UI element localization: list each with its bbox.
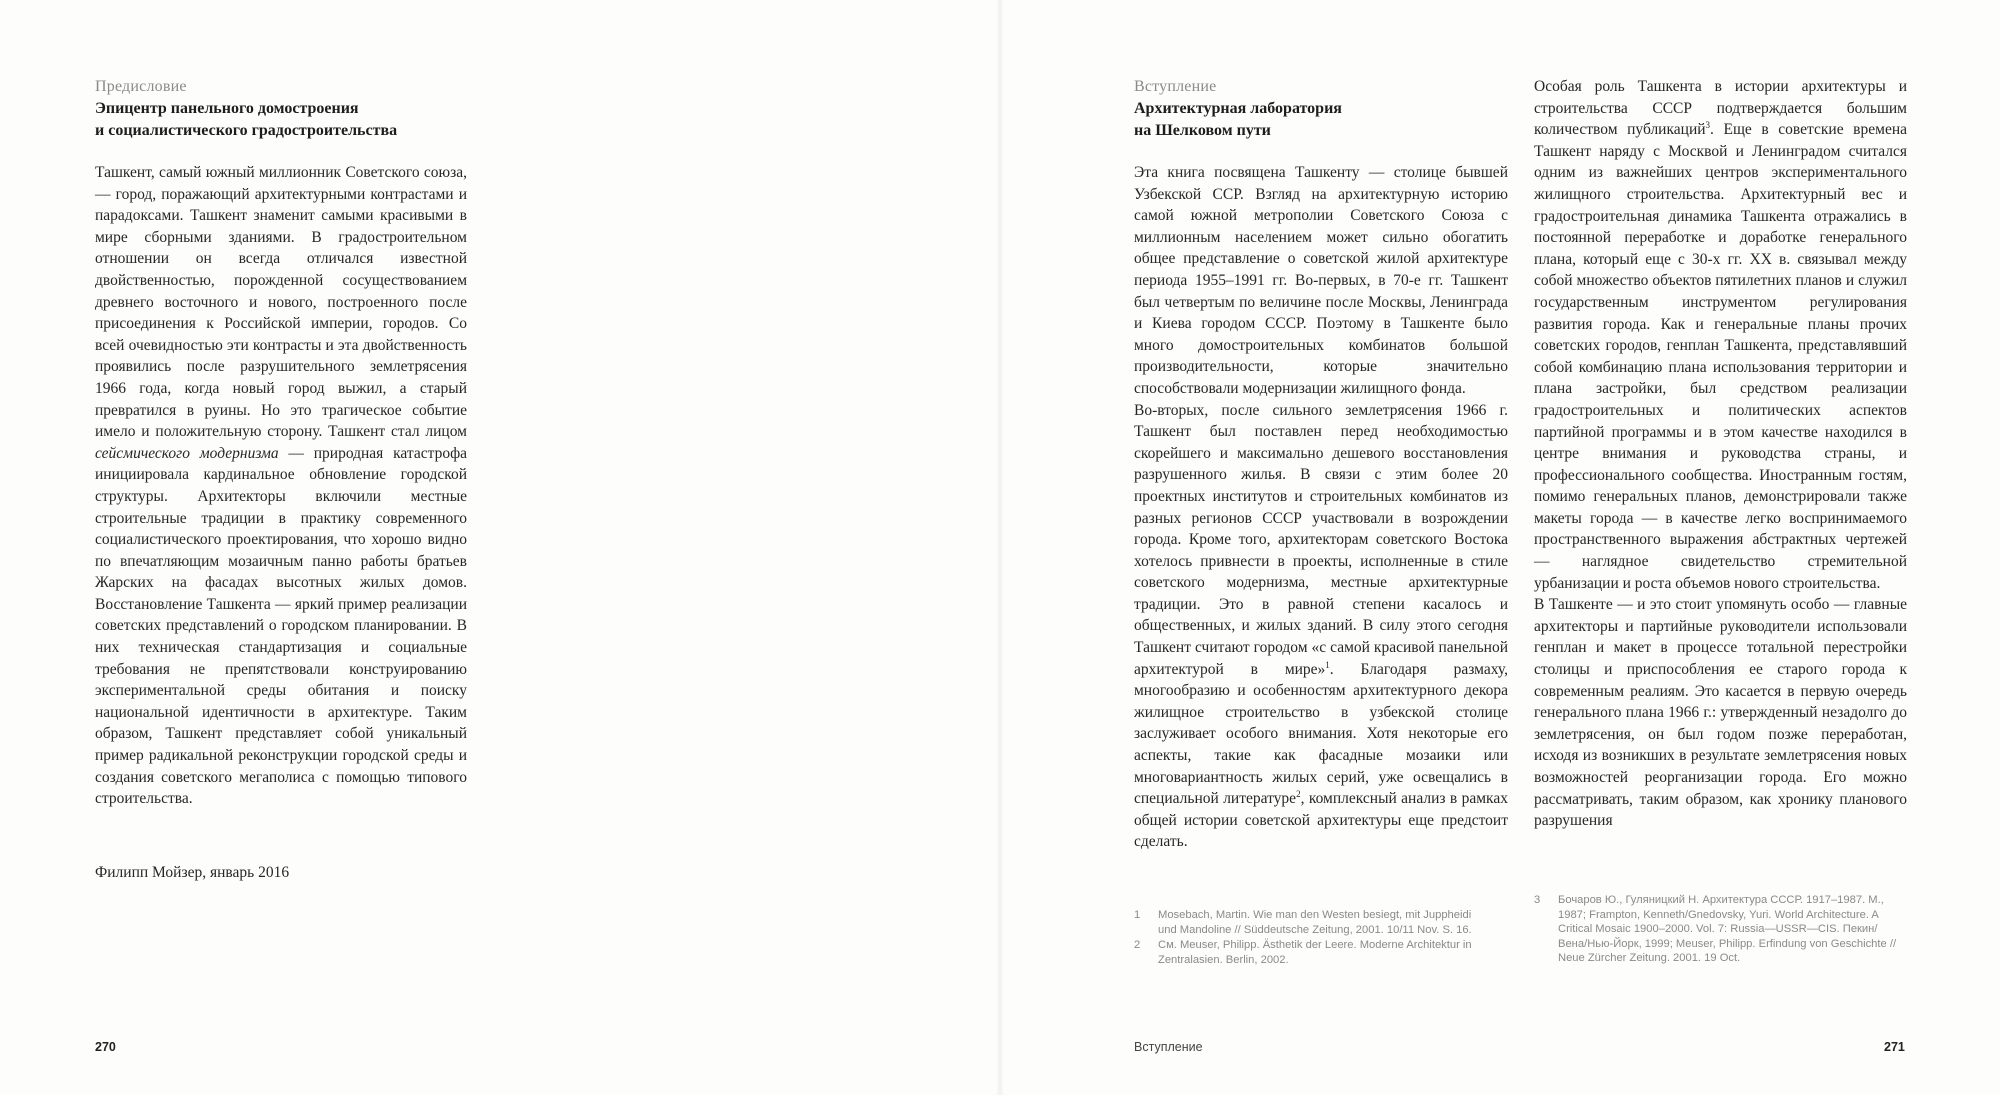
left-paragraph-part-2: — природная катастрофа инициировала кардинальное обновление городской структуры. Архитекторы включили местные строительные традиции в практику современного социалистического проектирования, что хорошо видно по впечатляющим мозаичным панно работы братьев Жарских на фасадах высотных жилых домов. Восстановление Ташкента — яркий пример реализации советских представлений о городском планировании. В них техническая стандартизация и социальные требования не препятствовали конструированию экспериментальной среды обитания и поиску национальной идентичности в архитектуре. Таким образом, Ташкент представляет собой уникальный пример радикальной реконструкции городской среды и создания советского мегаполиса с помощью типового строительства.: [95, 444, 467, 808]
footnote-ref-3[interactable]: 3: [1705, 120, 1711, 131]
right-col1-paragraph-2: [1134, 400, 1508, 853]
left-paragraph: [95, 162, 467, 810]
footnote-number: 3: [1534, 894, 1541, 906]
left-section-label: Предисловие: [95, 78, 187, 95]
right-col1-paragraph-1: Эта книга посвящена Ташкенту — столице бывшей Узбекской ССР. Взгляд на архитектурную историю самой южной метрополии Советского Союза с миллионным населением может сильно обогатить общее представление о советской жилой архитектуре периода 1955–1991 гг. Во-первых, в 70-е гг. Ташкент был четвертым по величине после Москвы, Ленинграда и Киева городом СССР. Поэтому в Ташкенте было много домостроительных комбинатов большой производительности, которые значительно способствовали модернизации жилищного фонда.: [1134, 164, 1508, 397]
seismic-modernism-term: сейсмического модернизма: [95, 444, 279, 462]
right-column-2-text: [1534, 76, 1907, 832]
right-column-1-text: [1134, 162, 1508, 853]
right-section-label: Вступление: [1134, 78, 1217, 95]
right-col1-paragraph-2-part-1: Во-вторых, после сильного землетрясения 1966 г. Ташкент был поставлен перед необходимостью скорейшего и максимально дешевого восстановления разрушенного жилья. В связи с этим более 20 проектных институтов и строительных комбинатов из разных регионов СССР участвовали в возрождении города. Кроме того, архитекторам советского Востока хотелось привнести в проекты, исполненные в стиле советского модернизма, местные архитектурные традиции. Это в равной степени касалось и общественных, и жилых зданий. В силу этого сегодня Ташкент считают городом «с самой красивой панельной архитектурой в мире»: [1134, 401, 1508, 678]
right-col2-paragraph-1-part-2: . Еще в советские времена Ташкент наряду с Москвой и Ленинградом считался одним из важнейших центров экспериментального жилищного строительства. Архитектурный вес и градостроительная динамика Ташкента отражались в постоянной переработке и доработке генерального плана, который еще с 30-х гг. XX в. связывал между собой множество объектов пятилетних планов и служил государственным инструментом регулирования развития города. Как и генеральные планы прочих советских городов, генплан Ташкента, представлявший собой комбинацию плана использования территории и плана застройки, был средством реализации градостроительных и политических аспектов партийной программы и в этом качестве находился в центре внимания и руководства страны, и профессионального сообщества. Иностранным гостям, помимо генеральных планов, демонстрировали также макеты города — в качестве легко воспринимаемого пространственного выражения абстрактных чертежей — наглядное свидетельство стремительной урбанизации и роста объемов нового строительства.: [1534, 121, 1907, 592]
right-heading: [1134, 98, 1474, 142]
right-col1-paragraph-2-part-2: . Благодаря размаху, многообразию и особенностям архитектурного декора жилищное строительство в узбекской столице заслуживает особого внимания. Хотя некоторые его аспекты, такие как фасадные мозаики или многовариантность жилых серий, уже освещались в специальной литературе: [1134, 660, 1508, 808]
right-page-number: 271: [1884, 1040, 1905, 1054]
footnote-text: Бочаров Ю., Гуляницкий Н. Архитектура СССР. 1917–1987. М., 1987; Frampton, Kenneth/Gnedovsky, Yuri. World Architecture. A Critical Mosaic 1900–2000. Vol. 7: Russia—USSR—CIS. Пекин/Вена/Нью-Йорк, 1999; Meuser, Philipp. Erfindung von Geschichte // Neue Zürcher Zeitung. 2001. 19 Oct.: [1558, 894, 1897, 964]
left-heading-line-1: Эпицентр панельного домостроения: [95, 100, 359, 117]
footnote-ref-2[interactable]: 2: [1296, 789, 1301, 800]
left-page-number: 270: [95, 1040, 116, 1054]
running-head: Вступление: [1134, 1040, 1203, 1054]
footnotes-column-1: [1134, 908, 1484, 968]
footnote-item: [1134, 938, 1484, 967]
left-heading-line-2: и социалистического градостроительства: [95, 122, 398, 139]
footnote-item: [1534, 893, 1904, 966]
right-col2-paragraph-1-part-1: Особая роль Ташкента в истории архитектуры и строительства СССР подтверждается большим количеством публикаций: [1534, 78, 1907, 139]
footnote-number: 2: [1134, 939, 1141, 951]
right-page: [1000, 0, 2000, 1095]
right-col2-paragraph-1: [1534, 76, 1907, 594]
footnote-number: 1: [1134, 909, 1141, 921]
left-heading: [95, 98, 495, 142]
left-paragraph-part-1: Ташкент, самый южный миллионник Советского союза, — город, поражающий архитектурными контрастами и парадоксами. Ташкент знаменит самыми красивыми в мире сборными зданиями. В градостроительном отношении он всегда отличался известной двойственностью, порожденной сосуществованием древнего восточного и нового, построенного после присоединения к Российской империи, городов. Со всей очевидностью эти контрасты и эта двойственность проявились после разрушительного землетрясения 1966 года, когда новый город выжил, а старый превратился в руины. Но это трагическое событие имело и положительную сторону. Ташкент стал лицом: [95, 164, 467, 441]
right-col1-paragraph-2-part-3: , комплексный анализ в рамках общей истории советской архитектуры еще предстоит сделать.: [1134, 790, 1508, 851]
footnotes-column-2: [1534, 893, 1904, 967]
footnote-ref-1[interactable]: 1: [1325, 659, 1330, 670]
right-heading-line-1: Архитектурная лаборатория: [1134, 100, 1342, 117]
footnote-text: См. Meuser, Philipp. Ästhetik der Leere. Moderne Architektur in Zentralasien. Berlin, 2002.: [1158, 939, 1472, 966]
footnote-item: [1134, 908, 1484, 937]
author-signature: Филипп Мойзер, январь 2016: [95, 864, 290, 881]
footnote-text: Mosebach, Martin. Wie man den Westen besiegt, mit Juppheidi und Mandoline // Süddeutsche Zeitung, 2001. 10/11 Nov. S. 16.: [1158, 909, 1472, 936]
right-col2-paragraph-2: В Ташкенте — и это стоит упомянуть особо — главные архитекторы и партийные руководители использовали генплан и макет в процессе тотальной перестройки столицы и приспособления ее старого города к современным реалиям. Это касается в первую очередь генерального плана 1966 г.: утвержденный незадолго до землетрясения, он был годом позже переработан, исходя из возникших в результате землетрясения новых возможностей реорганизации города. Его можно рассматривать, таким образом, как хронику планового разрушения: [1534, 596, 1907, 830]
right-heading-line-2: на Шелковом пути: [1134, 122, 1271, 139]
left-body-text: [95, 162, 467, 810]
